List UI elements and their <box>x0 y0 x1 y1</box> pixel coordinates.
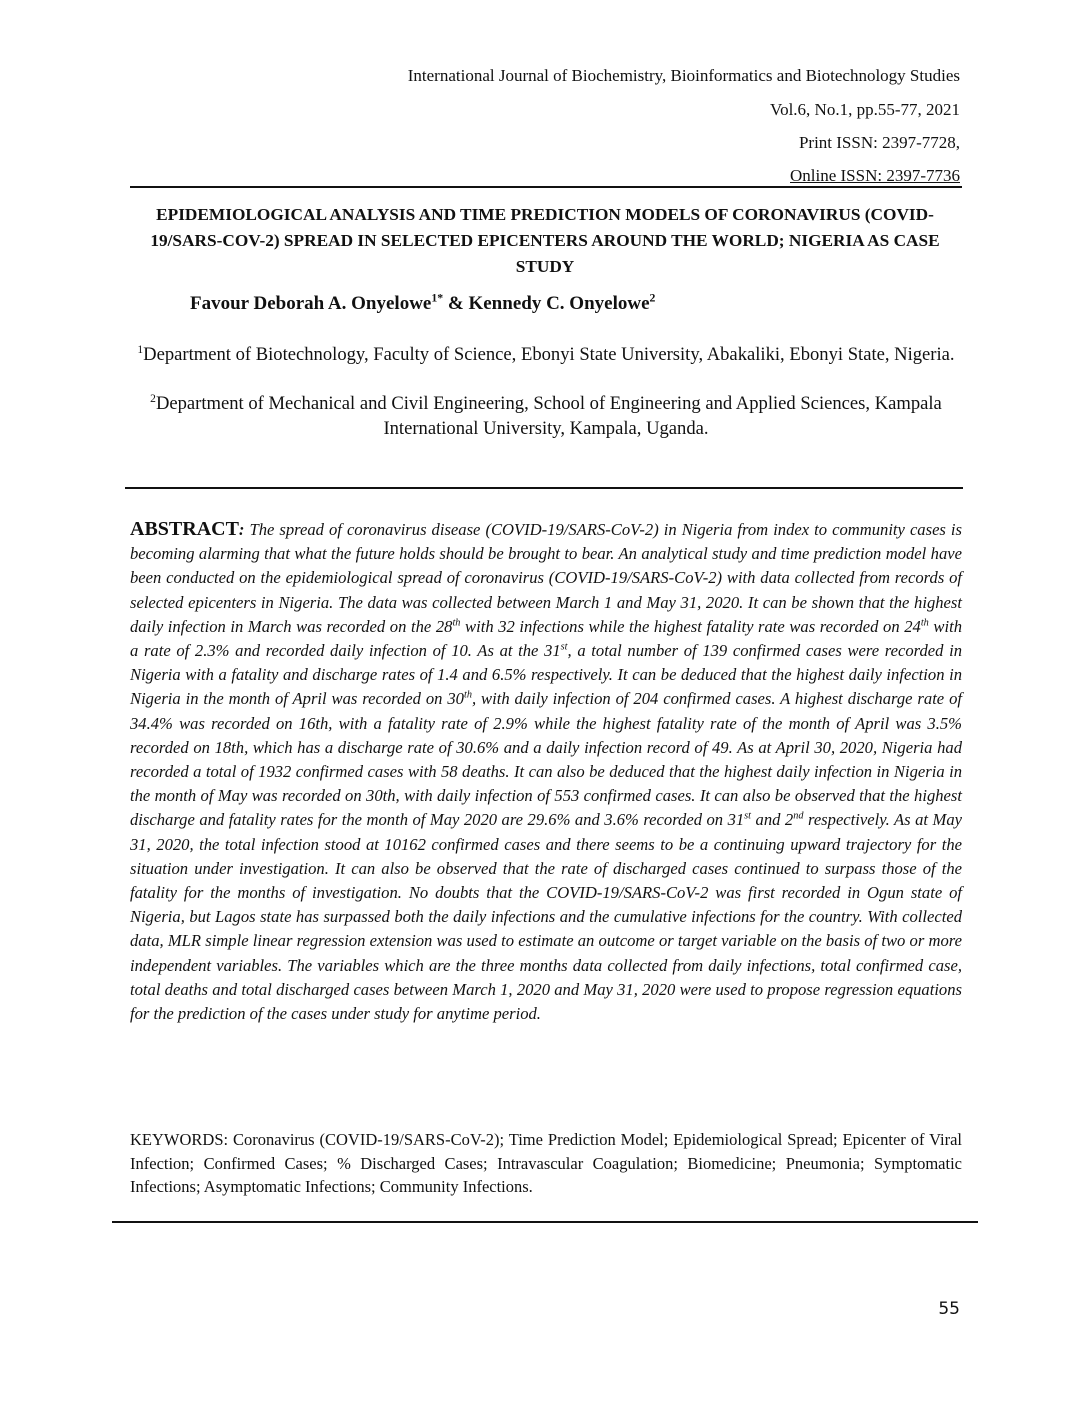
abstract-body <box>130 520 962 1023</box>
affiliation-1-text: Department of Biotechnology, Faculty of Science, Ebonyi State University, Abakaliki, Ebonyi State, Nigeria. <box>143 344 955 365</box>
abstract <box>130 517 962 1026</box>
affiliation-2-text: Department of Mechanical and Civil Engineering, School of Engineering and Applied Sciences, Kampala International University, Kampala, Uganda. <box>155 393 942 439</box>
paper-title: EPIDEMIOLOGICAL ANALYSIS AND TIME PREDICTION MODELS OF CORONAVIRUS (COVID-19/SARS-COV-2) SPREAD IN SELECTED EPICENTERS AROUND THE WORLD; NIGERIA AS CASE STUDY <box>150 205 940 276</box>
abstract-text: , with daily infection of 204 confirmed cases. A highest discharge rate of 34.4% was recorded on 16th, with a fatality rate of 2.9% while the highest fatality rate of the month of April was 3.5% recorded on 18th, which has a discharge rate of 30.6% and a daily infection record of 49. As at April 30, 2020, Nigeria had recorded a total of 1932 confirmed cases with 58 deaths. It can also be deduced that the highest daily infection in Nigeria in the month of May was recorded on 30th, with daily infection of 553 confirmed cases. It can also be observed that the highest discharge and fatality rates for the month of May 2020 are 29.6% and 3.6% recorded on 31 <box>130 689 962 830</box>
abstract-text: with a rate of 2.3% and recorded daily infection of 10. As at the 31 <box>130 616 962 661</box>
author-1-superscript: 1* <box>431 291 444 305</box>
journal-volume: Vol.6, No.1, pp.55-77, 2021 <box>770 100 960 119</box>
keywords: KEYWORDS: Coronavirus (COVID-19/SARS-CoV-2); Time Prediction Model; Epidemiological Spread; Epicenter of Viral Infection; Confirmed Cases; % Discharged Cases; Intravascular Coagulation; Biomedicine; Pneumonia; Symptomatic Infections; Asymptomatic Infections; Community Infections. <box>130 1130 962 1196</box>
affiliation-2 <box>126 391 966 441</box>
print-issn: Print ISSN: 2397-7728, <box>798 133 960 152</box>
author-2-superscript: 2 <box>649 291 656 305</box>
abstract-colon: : <box>238 520 245 539</box>
ordinal-suffix: st <box>744 810 752 822</box>
ordinal-suffix: st <box>560 641 568 653</box>
abstract-text: and 2 <box>751 810 794 830</box>
author-line <box>190 292 655 316</box>
footer-rule <box>112 1221 978 1223</box>
page-number: 55 <box>938 1299 960 1319</box>
affiliation-2-superscript: 2 <box>150 392 156 405</box>
abstract-text: respectively. As at May 31, 2020, the total infection stood at 10162 confirmed cases and there seems to be a continuing upward trajectory for the situation under investigation. It can also be observed that the rate of discharged cases continued to surpass those of the fatality for the months of investigation. No doubts that the COVID-19/SARS-CoV-2 was first recorded in Ogun state of Nigeria, but Lagos state has surpassed both the daily infections and the cumulative infections for the country. With collected data, MLR simple linear regression extension was used to estimate an outcome or target variable on the basis of two or more independent variables. The variables which are the three months data collected from daily infections, total confirmed case, total deaths and total discharged cases between March 1, 2020 and May 31, 2020 were used to propose regression equations for the prediction of the cases under study for anytime period. <box>130 810 962 1024</box>
affiliation-1 <box>126 342 966 367</box>
ordinal-suffix: th <box>452 617 461 629</box>
ordinal-suffix: nd <box>793 810 804 822</box>
abstract-text: , a total number of 139 confirmed cases were recorded in Nigeria with a fatality and discharge rates of 1.4 and 6.5% respectively. It can be deduced that the highest daily infection in Nigeria in the month of April was recorded on 30 <box>130 641 962 709</box>
ordinal-suffix: th <box>463 689 472 701</box>
abstract-text: The spread of coronavirus disease (COVID-19/SARS-CoV-2) in Nigeria from index to community cases is becoming alarming that what the future holds should be brought to bear. An analytical study and time prediction model have been conducted on the epidemiological spread of coronavirus (COVID-19/SARS-CoV-2) with data collected from records of selected epicenters in Nigeria. The data was collected between March 1 and May 31, 2020. It can be shown that the highest daily infection in March was recorded on the 28 <box>130 520 962 636</box>
journal-name: International Journal of Biochemistry, Bioinformatics and Biotechnology Studies <box>407 66 960 85</box>
header-rule <box>130 186 962 188</box>
abstract-label: ABSTRACT <box>130 518 239 540</box>
affiliation-1-superscript: 1 <box>137 343 144 356</box>
abstract-text: with 32 infections while the highest fatality rate was recorded on 24 <box>460 616 921 636</box>
author-2-name: Kennedy C. Onyelowe <box>468 293 650 314</box>
section-rule <box>125 487 963 489</box>
ordinal-suffix: th <box>920 617 929 629</box>
author-separator: & <box>443 293 469 314</box>
author-1-name: Favour Deborah A. Onyelowe <box>190 293 432 314</box>
online-issn: Online ISSN: 2397-7736 <box>790 166 960 185</box>
